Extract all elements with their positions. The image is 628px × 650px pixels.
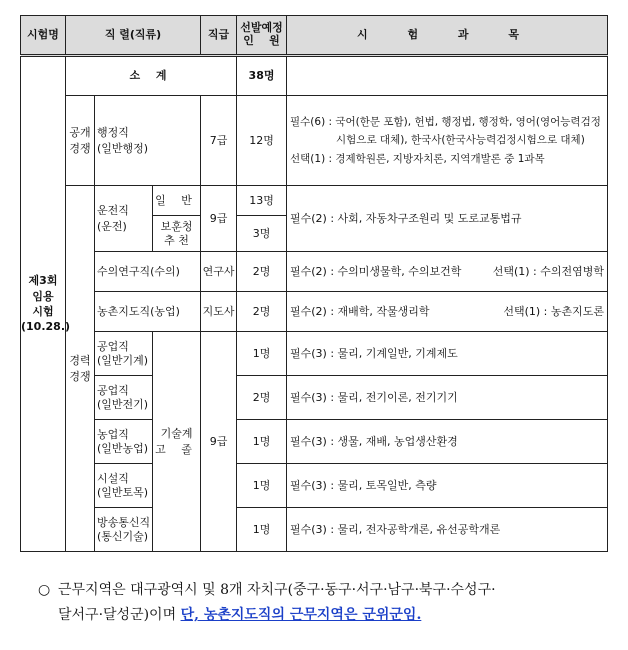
driver-row-general <box>21 186 608 216</box>
tech-position-line1: 방송통신직 <box>97 515 151 529</box>
tech-position-line2: (일반토목) <box>97 485 149 499</box>
header-row <box>21 16 608 56</box>
exam-schedule-table <box>20 15 608 552</box>
header-subjects: 시 험 과 목 <box>287 16 608 56</box>
tech-position <box>95 376 153 420</box>
tech-position-line1: 공업직 <box>97 383 129 397</box>
agri-guide-row <box>21 292 608 332</box>
open-count: 12명 <box>237 96 287 186</box>
tech-subjects: 필수(3) : 물리, 토목일반, 측량 <box>287 464 608 508</box>
tech-count: 2명 <box>237 376 287 420</box>
driver-position-line2: (운전) <box>97 219 127 233</box>
tech-subjects: 필수(3) : 물리, 전자공학개론, 유선공학개론 <box>287 508 608 552</box>
tech-count: 1명 <box>237 332 287 376</box>
header-exam-name: 시험명 <box>21 16 66 56</box>
career-category <box>66 186 95 552</box>
open-subjects-line1: 필수(6) : 국어(한문 포함), 헌법, 행정법, 행정학, 영어(영어능력검정 <box>290 115 601 128</box>
vet-required: 필수(2) : 수의미생물학, 수의보건학 <box>290 264 462 278</box>
driver-sub-veteran-line2: 추 천 <box>164 233 189 247</box>
open-position-line2: (일반행정) <box>97 141 149 155</box>
note-bullet: ○ <box>38 582 51 598</box>
agri-guide-position: 농촌지도직(농업) <box>95 292 201 332</box>
agri-guide-required: 필수(2) : 재배학, 작물생리학 <box>290 304 430 318</box>
note-line2: 달서구·달성군)이며 <box>58 607 181 623</box>
open-position-line1: 행정직 <box>97 125 129 139</box>
vet-position: 수의연구직(수의) <box>95 252 201 292</box>
open-category <box>66 96 95 186</box>
driver-sub-general: 일 반 <box>153 186 201 216</box>
open-grade: 7급 <box>201 96 237 186</box>
agri-guide-grade: 지도사 <box>201 292 237 332</box>
tech-subjects: 필수(3) : 생물, 재배, 농업생산환경 <box>287 420 608 464</box>
tech-grade: 9급 <box>201 332 237 552</box>
driver-sub-veteran-line1: 보훈청 <box>160 220 193 234</box>
tech-group <box>153 332 201 552</box>
tech-position-line2: (일반전기) <box>97 397 149 411</box>
career-category-line1: 경력 <box>69 353 91 367</box>
tech-row <box>21 332 608 376</box>
vet-elective: 선택(1) : 수의전염병학 <box>492 264 604 278</box>
tech-position <box>95 420 153 464</box>
exam-name-line3: 시험 <box>32 305 54 318</box>
subtotal-label: 소 계 <box>66 56 237 96</box>
open-category-line1: 공개 <box>69 125 91 139</box>
driver-subjects: 필수(2) : 사회, 자동차구조원리 및 도로교통법규 <box>287 186 608 252</box>
agri-guide-count: 2명 <box>237 292 287 332</box>
tech-position-line2: (통신기술) <box>97 529 149 543</box>
tech-row <box>21 464 608 508</box>
header-position: 직 렬(직류) <box>66 16 201 56</box>
open-subjects-line3: 선택(1) : 경제학원론, 지방자치론, 지역개발론 중 1과목 <box>290 152 545 165</box>
agri-guide-elective: 선택(1) : 농촌지도론 <box>503 304 604 318</box>
open-category-line2: 경쟁 <box>69 141 91 155</box>
driver-count-veteran: 3명 <box>237 216 287 252</box>
open-subjects <box>287 96 608 186</box>
open-subjects-line2: 시험으로 대체), 한국사(한국사능력검정시험으로 대체) <box>336 134 585 147</box>
note-line1: 근무지역은 대구광역시 및 8개 자치구(중구·동구·서구·남구·북구·수성구· <box>58 582 496 598</box>
exam-name-cell <box>21 56 71 552</box>
career-category-line2: 경쟁 <box>69 369 91 383</box>
subtotal-row <box>21 56 608 96</box>
tech-position-line1: 농업직 <box>97 427 129 441</box>
tech-group-line1: 기술계 <box>160 426 193 440</box>
tech-count: 1명 <box>237 464 287 508</box>
note-emphasis: 단, 농촌지도직의 근무지역은 군위군임. <box>180 607 422 623</box>
exam-name-line2: 임용 <box>32 289 54 303</box>
driver-position <box>95 186 153 252</box>
driver-grade: 9급 <box>201 186 237 252</box>
header-quota <box>237 16 287 56</box>
vet-subjects <box>287 252 608 292</box>
vet-count: 2명 <box>237 252 287 292</box>
tech-group-line2: 고 졸 <box>155 442 198 456</box>
tech-position-line2: (일반기계) <box>97 353 149 367</box>
tech-row <box>21 508 608 552</box>
exam-name-line4: (10.28.) <box>21 320 71 334</box>
header-quota-line2: 인 원 <box>243 34 280 47</box>
subtotal-count: 38명 <box>237 56 287 96</box>
agri-guide-subjects <box>287 292 608 332</box>
tech-row <box>21 376 608 420</box>
vet-grade: 연구사 <box>201 252 237 292</box>
tech-position-line2: (일반농업) <box>97 441 149 455</box>
driver-position-line1: 운전직 <box>97 203 129 217</box>
open-row <box>21 96 608 186</box>
tech-count: 1명 <box>237 420 287 464</box>
tech-row <box>21 420 608 464</box>
tech-position <box>95 332 153 376</box>
header-quota-line1: 선발예정 <box>240 21 283 35</box>
subtotal-subjects <box>287 56 608 96</box>
tech-position <box>95 464 153 508</box>
tech-position-line1: 시설직 <box>97 471 129 485</box>
vet-row <box>21 252 608 292</box>
tech-position-line1: 공업직 <box>97 339 129 353</box>
driver-count-general: 13명 <box>237 186 287 216</box>
work-location-note <box>38 578 613 628</box>
header-grade: 직급 <box>201 16 237 56</box>
exam-name-line1: 제3회 <box>28 274 58 288</box>
open-position <box>95 96 201 186</box>
tech-subjects: 필수(3) : 물리, 전기이론, 전기기기 <box>287 376 608 420</box>
driver-sub-veteran <box>153 216 201 252</box>
tech-subjects: 필수(3) : 물리, 기계일반, 기계제도 <box>287 332 608 376</box>
tech-count: 1명 <box>237 508 287 552</box>
tech-position <box>95 508 153 552</box>
